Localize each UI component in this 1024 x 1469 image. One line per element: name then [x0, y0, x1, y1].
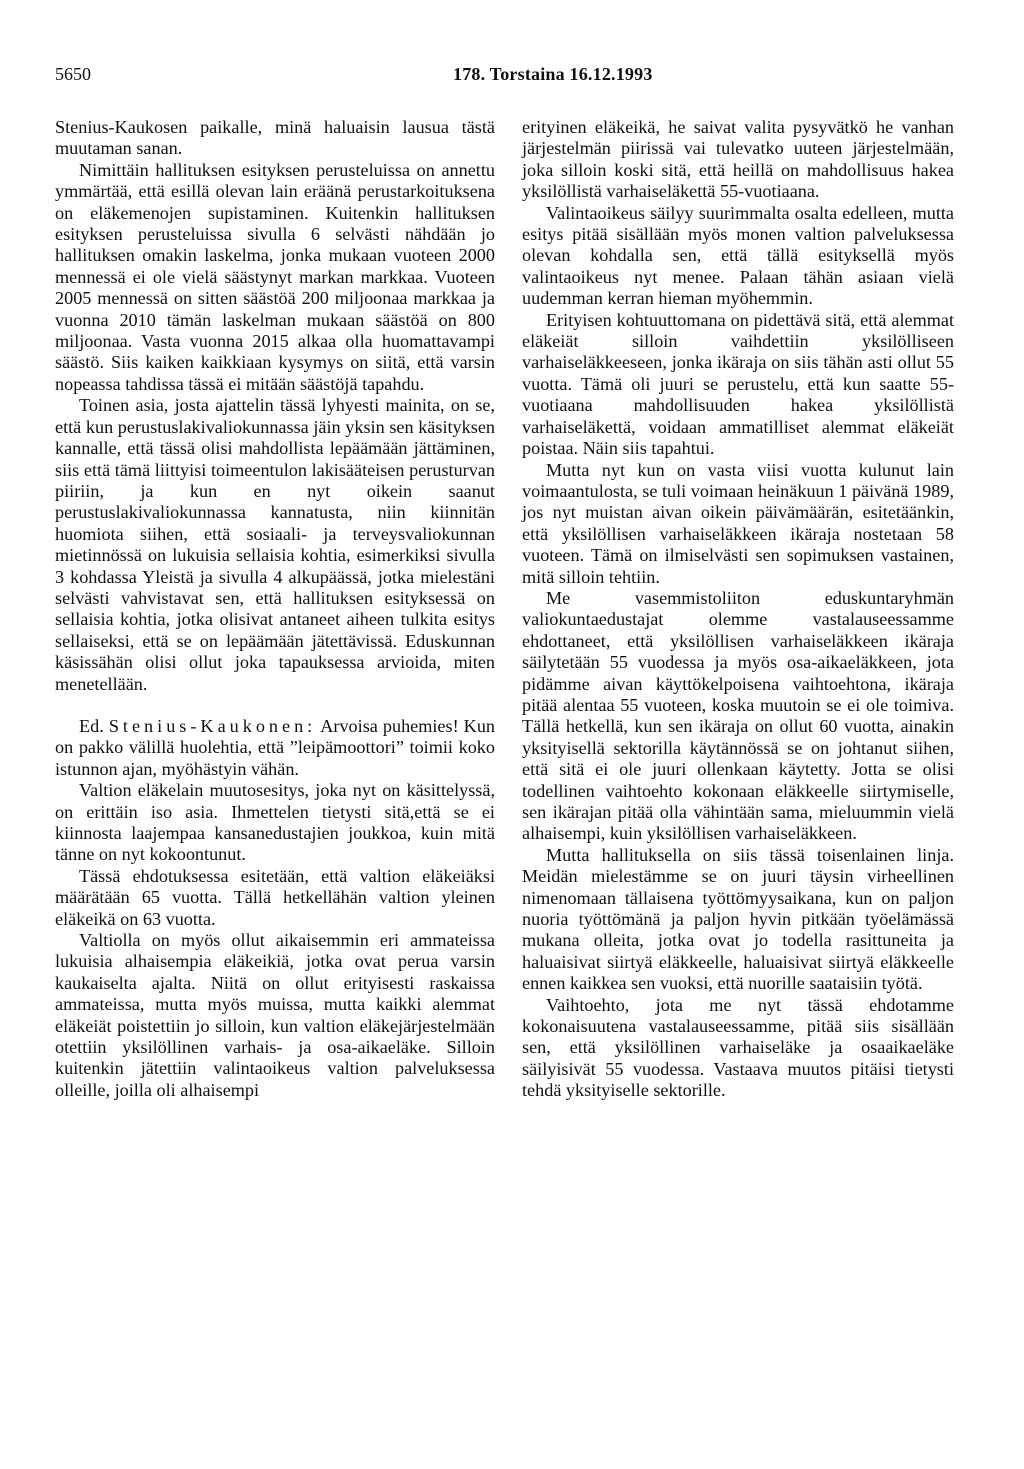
- speech-prefix: Ed.: [79, 715, 104, 736]
- paragraph: Stenius-Kaukosen paikalle, minä haluaisin lausua tästä muutaman sanan.: [55, 117, 495, 159]
- speech-intro: [55, 716, 495, 780]
- paragraph: Toinen asia, josta ajattelin tässä lyhyesti mainita, on se, että kun perustuslakivaliokunnassa jäin yksin sen käsityksen kannalle, että tässä olisi mahdollista lepäämään jättäminen, siis että tämä liittyisi toimeentulon lakisääteisen perusturvan piiriin, ja kun en nyt oikein saanut perustuslakivaliokunnassa kannatusta, niin kiinnitän huomiota siihen, että sosiaali- ja terveysvaliokunnan mietinnössä on lukuisia sellaisia kohtia, esimerkiksi sivulla 3 kohdassa Yleistä ja sivulla 4 alkupäässä, jotka mielestäni selvästi vahvistavat sen, että hallituksen esityksessä on sellaisia kohtia, jotka olisivat antaneet aiheen tulkita esitys sellaiseksi, että se on lepäämään jätettävissä. Eduskunnan käsissähän olisi ollut joka tapauksessa arvioida, miten menetellään.: [55, 395, 495, 694]
- paragraph: Mutta nyt kun on vasta viisi vuotta kulunut lain voimaantulosta, se tuli voimaan heinäkuun 1 päivänä 1989, jos nyt muistan aivan oikein päivämäärän, esitetäänkin, että yksilöllisen varhaiseläkkeen ikäraja nostetaan 58 vuoteen. Tämä on ilmiselvästi sen sopimuksen vastainen, mitä silloin tehtiin.: [522, 459, 954, 587]
- paragraph: Me vasemmistoliiton eduskuntaryhmän valiokuntaedustajat olemme vastalauseessamme ehdottaneet, että yksilöllisen varhaiseläkkeen ikäraja säilytetään 55 vuodessa ja myös osa-aikaeläkkeen, jota pidämme aivan käyttökelpoisena vaihtoehtona, ikäraja pitää alentaa 55 vuoteen, koska muutoin se ei ole toimiva. Tällä hetkellä, kun sen ikäraja on ollut 60 vuotta, ainakin yksityisellä sektorilla käytännössä se on johtanut siihen, että sitä ei ole juuri ollenkaan käytetty. Jotta se olisi todellinen vaihtoehto kokonaan eläkkeelle siirtymiselle, sen ikärajan pitää olla vähintään sama, mieluummin vielä alhaisempi, kuin yksilöllisen varhaiseläkkeen.: [522, 587, 954, 844]
- page-number: 5650: [55, 64, 91, 84]
- paragraph: Tässä ehdotuksessa esitetään, että valtion eläkeiäksi määrätään 65 vuotta. Tällä hetkellähän valtion yleinen eläkeikä on 63 vuotta.: [55, 865, 495, 929]
- speech-text: Arvoisa puhemies! Kun on pakko välillä huolehtia, että ”leipämoottori” toimii koko istunnon ajan, myöhästyin vähän.: [55, 715, 496, 779]
- paragraph: Erityisen kohtuuttomana on pidettävä sitä, että alemmat eläkeiät silloin vaihdettiin yksilölliseen varhaiseläkkeeseen, jonka ikäraja on siis tähän asti ollut 55 vuotta. Tämä oli juuri se perustelu, että kun saatte 55-vuotiaana mahdollisuuden hakea yksilöllistä varhaiseläkettä, voidaan ammatilliset alemmat eläkeiät poistaa. Näin siis tapahtui.: [522, 309, 954, 459]
- paragraph: Valintaoikeus säilyy suurimmalta osalta edelleen, mutta esitys pitää sisällään myös monen valtion palveluksessa olevan kohdalla sen, että tällä esityksellä myös valintaoikeus nyt menee. Palaan tähän asiaan vielä uudemman kerran hieman myöhemmin.: [522, 202, 954, 309]
- paragraph: Valtion eläkelain muutosesitys, joka nyt on käsittelyssä, on erittäin iso asia. Ihmettelen tietysti sitä,että se ei kiinnosta laajempaa kansanedustajien joukkoa, kuin mitä tänne on nyt kokoontunut.: [55, 780, 495, 865]
- paragraph: Mutta hallituksella on siis tässä toisenlainen linja. Meidän mielestämme se on juuri täysin virheellinen nimenomaan tällaisena työttömyysaikana, kun on paljon nuoria työttömänä ja paljon hyvin pitkään työelämässä mukana olleita, jotka ovat jo todella rasittuneita ja haluaisivat siirtyä eläkkeelle, haluaisivat siirtyä eläkkeelle ennen kaikkea sen vuoksi, että nuorille saataisiin työtä.: [522, 844, 954, 994]
- paragraph: Valtiolla on myös ollut aikaisemmin eri ammateissa lukuisia alhaisempia eläkeikiä, jotka ovat perua varsin kaukaiselta ajalta. Niitä on ollut erityisesti raskaissa ammateissa, mutta myös muissa, mutta kaikki alemmat eläkeiät poistettiin jo silloin, kun valtion eläkejärjestelmään otettiin yksilöllinen varhais- ja osa-aikaeläke. Silloin kuitenkin jätettiin valintaoikeus valtion palveluksessa olleille, joilla oli alhaisempi: [55, 930, 495, 1100]
- right-column: [522, 117, 954, 1102]
- paragraph: erityinen eläkeikä, he saivat valita pysyvätkö he vanhan järjestelmän piirissä vai tulevatko uuteen järjestelmään, joka silloin koski sitä, että heillä on mahdollisuus hakea yksilöllistä varhaiseläkettä 55-vuotiaana.: [522, 117, 954, 202]
- left-column: [55, 117, 495, 1101]
- paragraph: Vaihtoehto, jota me nyt tässä ehdotamme kokonaisuutena vastalauseessamme, pitää siis sisällään sen, että yksilöllinen varhaiseläke ja osaaikaeläke säilyisivät 55 vuodessa. Vastaava muutos pitäisi tietysti tehdä yksityiselle sektorille.: [522, 994, 954, 1101]
- paragraph: Nimittäin hallituksen esityksen perusteluissa on annettu ymmärtää, että esillä olevan lain eräänä perustarkoituksena on eläkemenojen supistaminen. Kuitenkin hallituksen esityksen perusteluissa sivulla 6 selvästi nähdään jo hallituksen omakin laskelma, jonka mukaan vuoteen 2000 mennessä ei ole vielä säästynyt markan markkaa. Vuoteen 2005 mennessä on sitten säästöä 200 miljoonaa markkaa ja vuonna 2010 tämän laskelman mukaan säästöä on 800 miljoonaa. Vasta vuonna 2015 alkaa olla huomattavampi säästö. Siis kaiken kaikkiaan kysymys on siitä, että varsin nopeassa tahdissa tässä ei mitään säästöjä tapahdu.: [55, 159, 495, 394]
- session-date: 178. Torstaina 16.12.1993: [453, 64, 653, 84]
- page-header: [55, 64, 975, 90]
- speaker-name: Stenius-Kaukonen:: [108, 715, 317, 736]
